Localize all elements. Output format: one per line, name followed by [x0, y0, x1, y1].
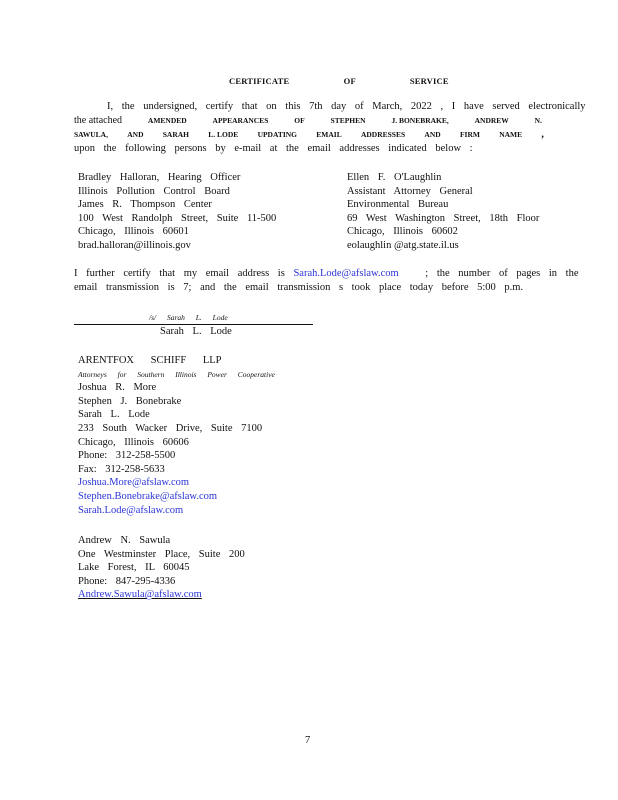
- recipient-line: Assistant Attorney General: [347, 185, 473, 197]
- intro-line-1: I, the undersigned, certify that on this 7th day of March, 2022 , I have served electronically: [107, 101, 586, 112]
- caps-word: J. BONEBRAKE,: [391, 116, 449, 125]
- second-line: Lake Forest, IL 60045: [78, 562, 190, 574]
- caps-word: SARAH: [162, 130, 190, 139]
- firm-line: Sarah L. Lode: [78, 409, 150, 421]
- recipient-line: Chicago, Illinois 60601: [78, 226, 189, 238]
- firm-fax: Fax: 312-258-5633: [78, 463, 165, 475]
- recipient-line: Chicago, Illinois 60602: [347, 226, 458, 238]
- further-line-1: [74, 268, 579, 279]
- firm-line: Joshua R. More: [78, 382, 157, 394]
- firm-block: [78, 354, 275, 517]
- firm-phone: Phone: 312-258-5500: [78, 450, 176, 462]
- further-email-link[interactable]: Sarah.Lode@afslaw.com: [293, 268, 399, 279]
- recipient-line: Bradley Halloran, Hearing Officer: [78, 172, 241, 183]
- second-line: Andrew N. Sawula: [78, 535, 171, 546]
- caps-word: EMAIL: [316, 130, 342, 139]
- recipient-line: James R. Thompson Center: [78, 199, 212, 211]
- document-title: CERTIFICATE OF SERVICE: [229, 76, 449, 86]
- firm-line: 233 South Wacker Drive, Suite 7100: [78, 422, 263, 434]
- further-line-2: email transmission is 7; and the email transmission s took place today before 5:00 p.m.: [74, 282, 524, 293]
- recipient-email: eolaughlin @atg.state.il.us: [347, 239, 459, 251]
- signature-slash: /s/ Sarah L. Lode: [149, 313, 228, 322]
- signature-name: Sarah L. Lode: [160, 326, 232, 337]
- firm-email-link[interactable]: Joshua.More@afslaw.com: [78, 477, 190, 489]
- recipient-line: Illinois Pollution Control Board: [78, 185, 230, 197]
- intro-line-2-lead: the attached: [74, 115, 123, 126]
- recipient-right: [347, 171, 539, 253]
- firm-subtitle: Attorneys for Southern Illinois Power Cooperative: [78, 369, 275, 379]
- caps-word: ADDRESSES: [360, 130, 406, 139]
- page-number: 7: [305, 735, 311, 746]
- intro-line-4: upon the following persons by e-mail at the email addresses indicated below :: [74, 143, 473, 154]
- recipient-line: 100 West Randolph Street, Suite 11-500: [78, 212, 277, 224]
- caps-word: NAME: [499, 130, 523, 139]
- recipient-left: [78, 171, 276, 253]
- caps-word: APPEARANCES: [212, 116, 269, 125]
- caps-word: FIRM: [459, 130, 480, 139]
- firm-line: Stephen J. Bonebrake: [78, 395, 182, 407]
- intro-line-3: [74, 129, 544, 140]
- caps-word: AND: [424, 130, 441, 139]
- caps-word: N.: [534, 116, 542, 125]
- second-email-link[interactable]: Andrew.Sawula@afslaw.com: [78, 589, 202, 601]
- recipient-line: Environmental Bureau: [347, 199, 449, 211]
- further-text-b: ; the number of pages in the: [425, 268, 579, 279]
- caps-word: OF: [294, 116, 305, 125]
- caps-word: ANDREW: [474, 116, 509, 125]
- caps-word: AMENDED: [147, 116, 187, 125]
- intro-line-2: [74, 115, 542, 126]
- second-contact-block: [78, 534, 245, 602]
- recipient-email: brad.halloran@illinois.gov: [78, 239, 191, 251]
- firm-line: Chicago, Illinois 60606: [78, 436, 189, 448]
- recipient-line: 69 West Washington Street, 18th Floor: [347, 212, 540, 224]
- caps-word: UPDATING: [257, 130, 298, 139]
- firm-email-link[interactable]: Stephen.Bonebrake@afslaw.com: [78, 490, 218, 502]
- caps-word: ,: [541, 129, 544, 140]
- caps-word: SAWULA,: [74, 130, 108, 139]
- further-text-a: I further certify that my email address is: [74, 268, 285, 279]
- recipient-line: Ellen F. O'Laughlin: [347, 172, 442, 183]
- second-phone: Phone: 847-295-4336: [78, 575, 176, 587]
- caps-word: AND: [127, 130, 144, 139]
- firm-name: ARENTFOX SCHIFF LLP: [78, 355, 222, 366]
- caps-word: STEPHEN: [330, 116, 366, 125]
- signature-line: [74, 324, 313, 325]
- firm-email-link[interactable]: Sarah.Lode@afslaw.com: [78, 504, 184, 516]
- second-line: One Westminster Place, Suite 200: [78, 548, 245, 560]
- caps-word: L. LODE: [208, 130, 239, 139]
